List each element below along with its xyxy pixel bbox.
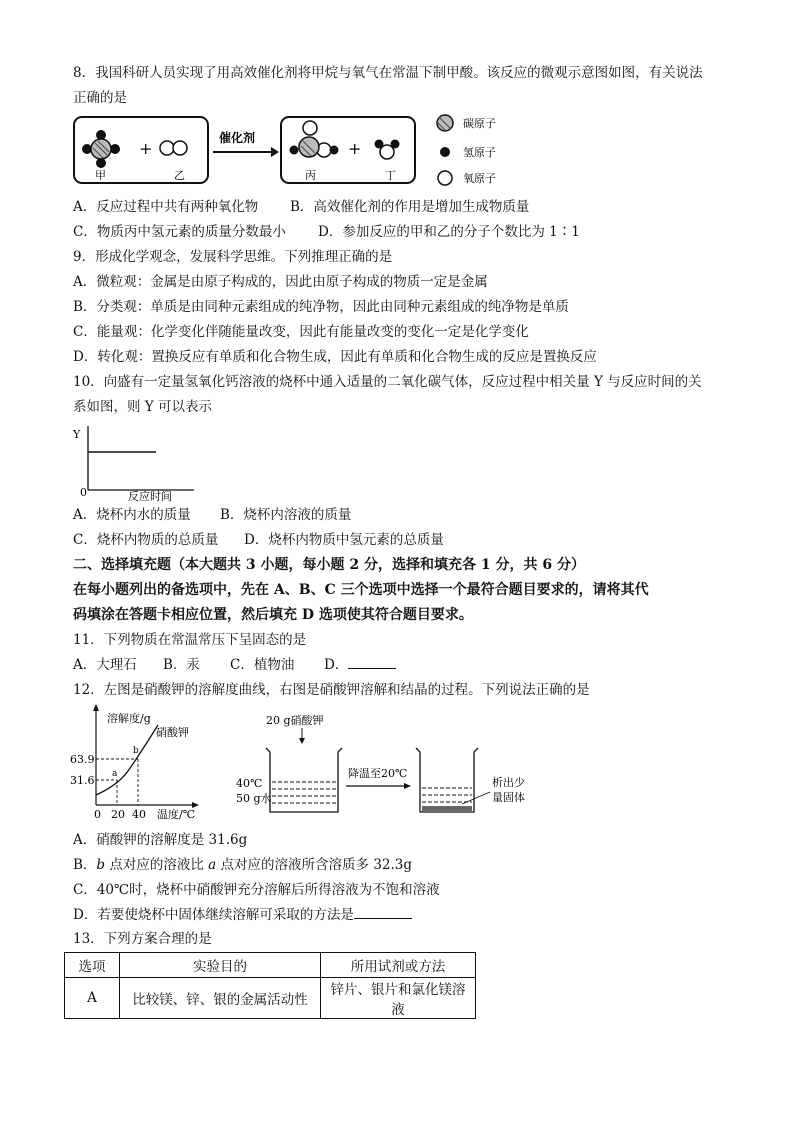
q12-solubility-curve [70, 703, 230, 821]
svg-text:+: + [348, 139, 362, 158]
label-ding: 丁 [385, 169, 396, 182]
table-cell: 锌片、银片和氯化镁溶液 [321, 978, 476, 1019]
point-b-label: b [133, 746, 139, 756]
curve-x-label: 温度/℃ [157, 808, 196, 821]
q8-option-d: D．参加反应的甲和乙的分子个数比为 1∶1 [318, 224, 580, 240]
graph-origin: 0 [80, 486, 87, 499]
cooling-label: 降温至20℃ [348, 767, 408, 780]
x-tick-2: 40 [132, 808, 146, 821]
y-tick-low: 31.6 [70, 774, 95, 787]
beaker-icon [266, 748, 342, 812]
q11-option-b: B．汞 [163, 657, 200, 673]
section2-instruction-line2: 码填涂在答题卡相应位置，然后填充 D 选项使其符合题目要求。 [73, 607, 473, 623]
graph-x-label: 反应时间 [128, 490, 172, 503]
svg-text:+: + [139, 139, 153, 158]
q9-option-d: D．转化观：置换反应有单质和化合物生成，因此有单质和化合物生成的反应是置换反应 [73, 349, 597, 365]
q13-table [64, 952, 476, 1019]
q8-stem-line2: 正确的是 [73, 90, 127, 106]
legend-oxygen-label: 氧原子 [463, 172, 496, 185]
q9-stem: 9．形成化学观念，发展科学思维。下列推理正确的是 [73, 249, 393, 265]
temperature-label: 40℃ [236, 777, 263, 790]
water-label: 50 g水 [236, 792, 272, 805]
legend-hydrogen-label: 氢原子 [463, 146, 496, 159]
y-tick-high: 63.9 [70, 753, 95, 766]
q11-option-c: C．植物油 [230, 657, 295, 673]
q12-answer-blank [354, 906, 412, 919]
table-header-cell: 所用试剂或方法 [321, 953, 476, 978]
table-header-cell: 实验目的 [120, 953, 321, 978]
q11-answer-blank [348, 656, 396, 669]
q13-stem: 13．下列方案合理的是 [73, 931, 212, 947]
q9-option-c: C．能量观：化学变化伴随能量改变，因此有能量改变的变化一定是化学变化 [73, 324, 529, 340]
beaker-crystals-icon [416, 748, 478, 812]
q10-option-d: D．烧杯内物质中氢元素的总质量 [244, 532, 444, 548]
q11-option-d: D． [324, 656, 396, 674]
q12-crystallization-process [236, 712, 526, 824]
q8-option-a: A．反应过程中共有两种氧化物 [73, 199, 259, 215]
curve-y-label: 溶解度/g [107, 712, 151, 725]
water-molecule-icon [375, 140, 400, 160]
added-solute-label: 20 g硝酸钾 [266, 714, 324, 727]
q11-stem: 11．下列物质在常温常压下呈固态的是 [73, 632, 307, 648]
graph-y-label: Y [73, 428, 81, 441]
point-a-label: a [112, 769, 118, 779]
precipitate-label-1: 析出少 [492, 776, 525, 789]
q10-option-b: B．烧杯内溶液的质量 [220, 507, 352, 523]
q10-stem-line2: 系如图，则 Y 可以表示 [73, 399, 212, 415]
q12-option-c: C．40℃时，烧杯中硝酸钾充分溶解后所得溶液为不饱和溶液 [73, 882, 440, 898]
table-cell: 比较镁、锌、银的金属活动性 [120, 978, 321, 1019]
oxygen-molecule-icon [160, 141, 187, 155]
legend-oxygen-icon [438, 171, 452, 185]
legend-carbon-icon [437, 115, 453, 131]
table-header-cell: 选项 [65, 953, 120, 978]
q10-option-a: A．烧杯内水的质量 [73, 507, 191, 523]
x-tick-1: 20 [111, 808, 125, 821]
q12-option-d: D．若要使烧杯中固体继续溶解可采取的方法是 [73, 906, 412, 924]
formic-acid-molecule-icon [290, 121, 339, 157]
q10-graph [70, 420, 200, 504]
q12-stem: 12．左图是硝酸钾的溶解度曲线，右图是硝酸钾溶解和结晶的过程。下列说法正确的是 [73, 682, 590, 698]
table-row [65, 978, 476, 1019]
label-yi: 乙 [174, 169, 185, 182]
legend-carbon-label: 碳原子 [463, 117, 496, 130]
q12-option-b: B．b 点对应的溶液比 a 点对应的溶液所含溶质多 32.3g [73, 857, 413, 873]
precipitate-label-2: 量固体 [492, 791, 525, 804]
q11-option-a: A．大理石 [73, 657, 137, 673]
q8-stem-line1: 8．我国科研人员实现了用高效催化剂将甲烷与氧气在常温下制甲酸。该反应的微观示意图如图，有关说法 [73, 65, 703, 81]
q9-option-a: A．微粒观：金属是由原子构成的，因此由原子构成的物质一定是金属 [73, 274, 488, 290]
x-origin: 0 [94, 808, 101, 821]
section2-instruction-line1: 在每小题列出的备选项中，先在 A、B、C 三个选项中选择一个最符合题目要求的，请将其代 [73, 582, 649, 598]
q8-option-c: C．物质丙中氢元素的质量分数最小 [73, 224, 286, 240]
catalyst-label: 催化剂 [219, 131, 256, 145]
q12-option-a: A．硝酸钾的溶解度是 31.6g [73, 832, 248, 848]
methane-molecule-icon [82, 130, 120, 168]
section2-heading: 二、选择填充题（本大题共 3 小题，每小题 2 分，选择和填充各 1 分，共 6 分） [73, 557, 585, 573]
label-bing: 丙 [305, 169, 316, 182]
q10-stem-line1: 10．向盛有一定量氢氧化钙溶液的烧杯中通入适量的二氧化碳气体，反应过程中相关量 Y 与反应时间的关 [73, 374, 702, 390]
legend-hydrogen-icon [440, 147, 450, 157]
q9-option-b: B．分类观：单质是由同种元素组成的纯净物，因此由同种元素组成的纯净物是单质 [73, 299, 569, 315]
q8-option-b: B．高效催化剂的作用是增加生成物质量 [290, 199, 530, 215]
table-header-row [65, 953, 476, 978]
q8-reaction-diagram [73, 112, 533, 192]
curve-label: 硝酸钾 [156, 726, 189, 739]
label-jia: 甲 [95, 169, 106, 182]
table-cell: A [65, 978, 120, 1019]
q10-option-c: C．烧杯内物质的总质量 [73, 532, 219, 548]
